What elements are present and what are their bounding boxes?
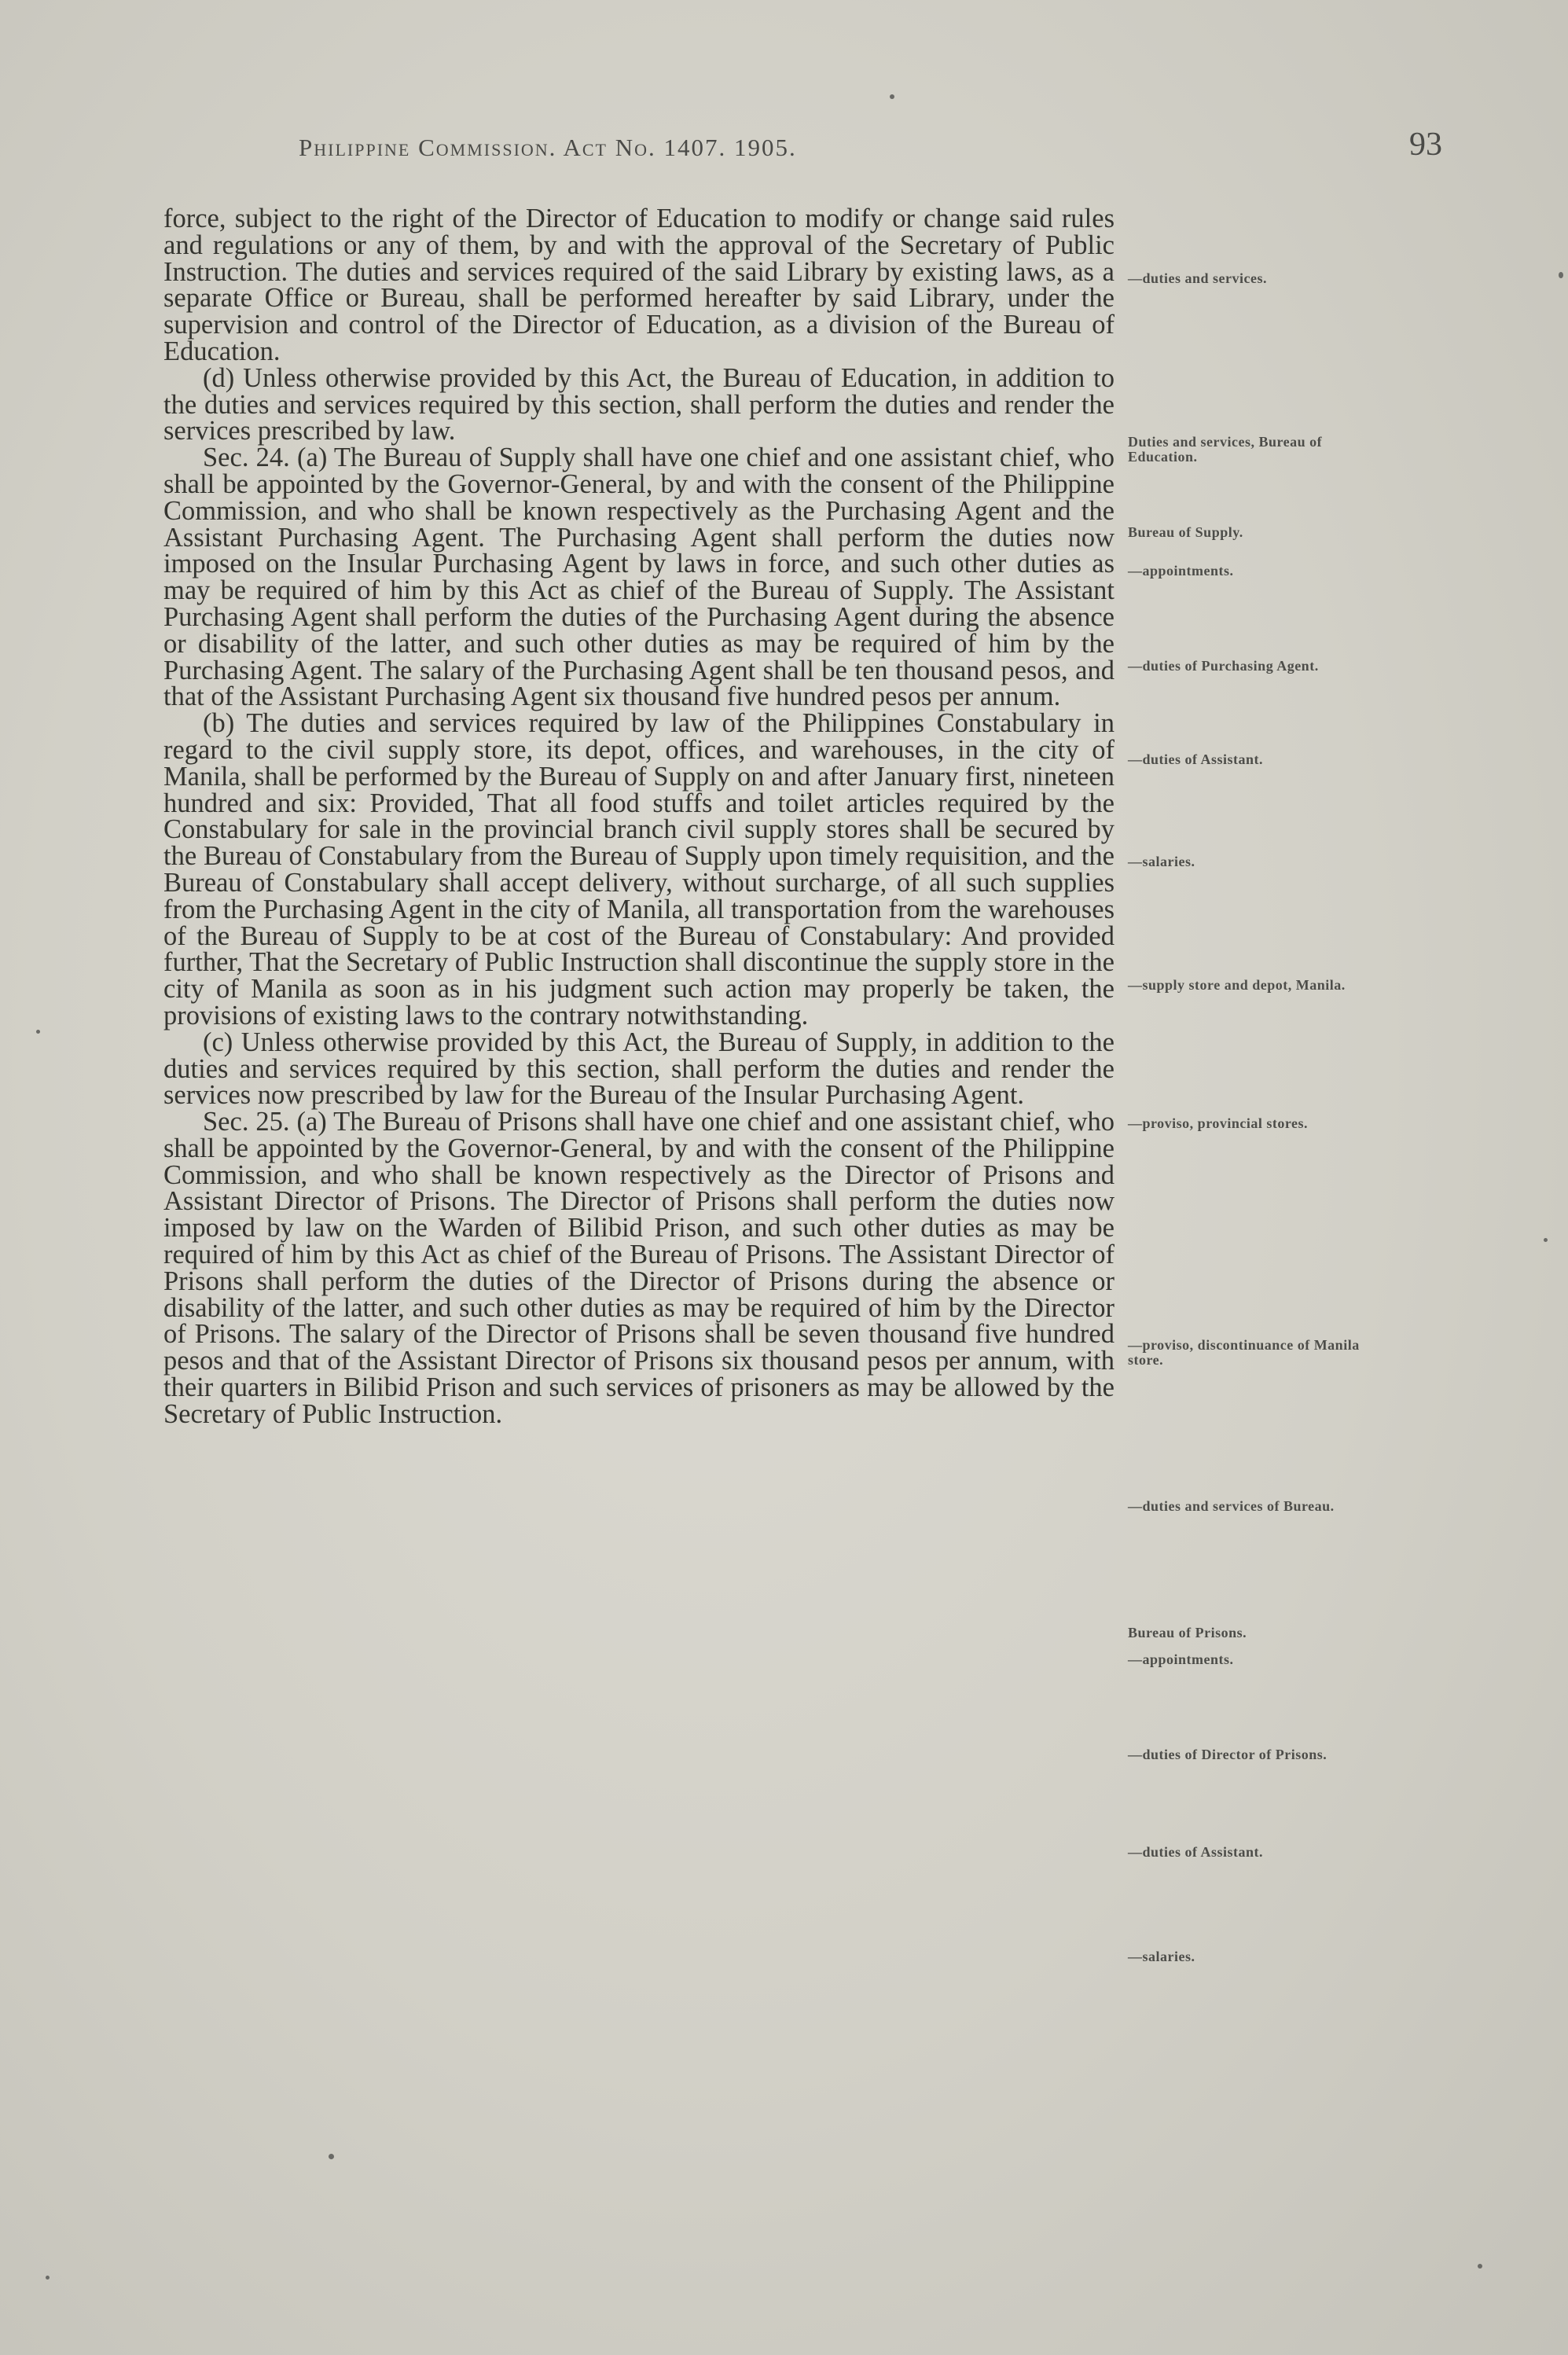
margin-note: Duties and services, Bureau of Education. — [1128, 434, 1323, 465]
paragraph: (c) Unless otherwise provided by this Act, the Bureau of Supply, in addition to the duties and services required by this section, shall perform the duties and render the services now prescribed by law for the Bureau of the Insular Purchasing Agent. — [163, 1027, 1114, 1111]
margin-note: —proviso, provincial stores. — [1128, 1115, 1309, 1131]
margin-note: —duties of Purchasing Agent. — [1128, 658, 1319, 674]
scan-speck — [1478, 2264, 1482, 2269]
paragraph: Sec. 25. (a) The Bureau of Prisons shall have one chief and one assistant chief, who shall be appointed by the Governor-General, by and with the consent of the Philippine Commission, and who shall be known respectively as the Director of Prisons and Assistant Director of Prisons. The Director of Prisons shall perform the duties now imposed by law on the Warden of Bilibid Prison, and such other duties as may be required of him by this Act as chief of the Bureau of Prisons. The Assistant Director of Prisons shall perform the duties of the Director of Prisons during the absence or disability of the latter, and such other duties as may be required of him by the Director of Prisons. The salary of the Director of Prisons shall be seven thousand five hundred pesos and that of the Assistant Director of Prisons six thousand pesos per annum, with their quarters in Bilibid Prison and such services of prisoners as may be allowed by the Secretary of Public Instruction. — [163, 1107, 1114, 1429]
margin-note: —proviso, discontinuance of Manila store. — [1128, 1337, 1360, 1368]
scan-speck — [36, 1030, 40, 1034]
margin-note: Bureau of Supply. — [1128, 524, 1243, 540]
margin-note: —salaries. — [1128, 1949, 1195, 1964]
margin-note: —appointments. — [1128, 1651, 1234, 1667]
margin-note: —supply store and depot, Manila. — [1128, 977, 1346, 993]
scan-speck — [890, 94, 894, 99]
scan-speck — [1544, 1238, 1548, 1242]
margin-note: —duties of Assistant. — [1128, 1844, 1264, 1860]
margin-note: —salaries. — [1128, 854, 1195, 869]
margin-note: —duties of Director of Prisons. — [1128, 1747, 1327, 1762]
paragraph: force, subject to the right of the Director of Education to modify or change said rules and regulations or any of them, by and with the approval of the Secretary of Public Instruction. The duties and services required of the said Library by existing laws, as a separate Office or Bureau, shall be performed hereafter by said Library, under the supervision and control of the Director of Education, as a division of the Bureau of Education. — [163, 204, 1114, 366]
margin-note: —duties and services of Bureau. — [1128, 1498, 1335, 1514]
margin-note: —duties of Assistant. — [1128, 751, 1264, 767]
page-number: 93 — [1409, 127, 1442, 163]
paragraph: (b) The duties and services required by law of the Philippines Constabulary in regard to the civil supply store, its depot, offices, and warehouses, in the city of Manila, shall be performed by the Bureau of Supply on and after January first, nineteen hundred and six: Provided, That all food stuffs and toilet articles required by the Constabulary for sale in the provincial branch civil supply stores shall be secured by the Bureau of Constabulary from the Bureau of Supply upon timely requisition, and the Bureau of Constabulary shall accept delivery, without surcharge, of all such supplies from the Purchasing Agent in the city of Manila, all transportation from the warehouses of the Bureau of Supply to be at cost of the Bureau of Constabulary: And provided further, That the Secretary of Public Instruction shall discontinue the supply store in the city of Manila as soon as in his judgment such action may properly be taken, the provisions of existing laws to the contrary notwithstanding. — [163, 708, 1114, 1031]
paragraph: Sec. 24. (a) The Bureau of Supply shall have one chief and one assistant chief, who shall be appointed by the Governor-General, by and with the consent of the Philippine Commission, and who shall be known respectively as the Purchasing Agent and the Assistant Purchasing Agent. The Purchasing Agent shall perform the duties now imposed on the Insular Purchasing Agent by laws in force, and such other duties as may be required of him by this Act as chief of the Bureau of Supply. The Assistant Purchasing Agent shall perform the duties of the Purchasing Agent during the absence or disability of the latter, and such other duties as may be required of him by the Purchasing Agent. The salary of the Purchasing Agent shall be ten thousand pesos, and that of the Assistant Purchasing Agent six thousand five hundred pesos per annum. — [163, 443, 1114, 712]
margin-note: Bureau of Prisons. — [1128, 1625, 1247, 1640]
paragraph: (d) Unless otherwise provided by this Act, the Bureau of Education, in addition to the duties and services required by this section, shall perform the duties and render the services prescribed by law. — [163, 362, 1114, 446]
body-text — [163, 206, 1114, 1428]
margin-note: —duties and services. — [1128, 270, 1267, 286]
running-title: Philippine Commission. Act No. 1407. 1905. — [299, 134, 797, 161]
scan-speck — [329, 2154, 334, 2159]
margin-note: —appointments. — [1128, 563, 1234, 579]
scan-speck — [46, 2276, 50, 2280]
scan-speck — [1559, 272, 1563, 278]
